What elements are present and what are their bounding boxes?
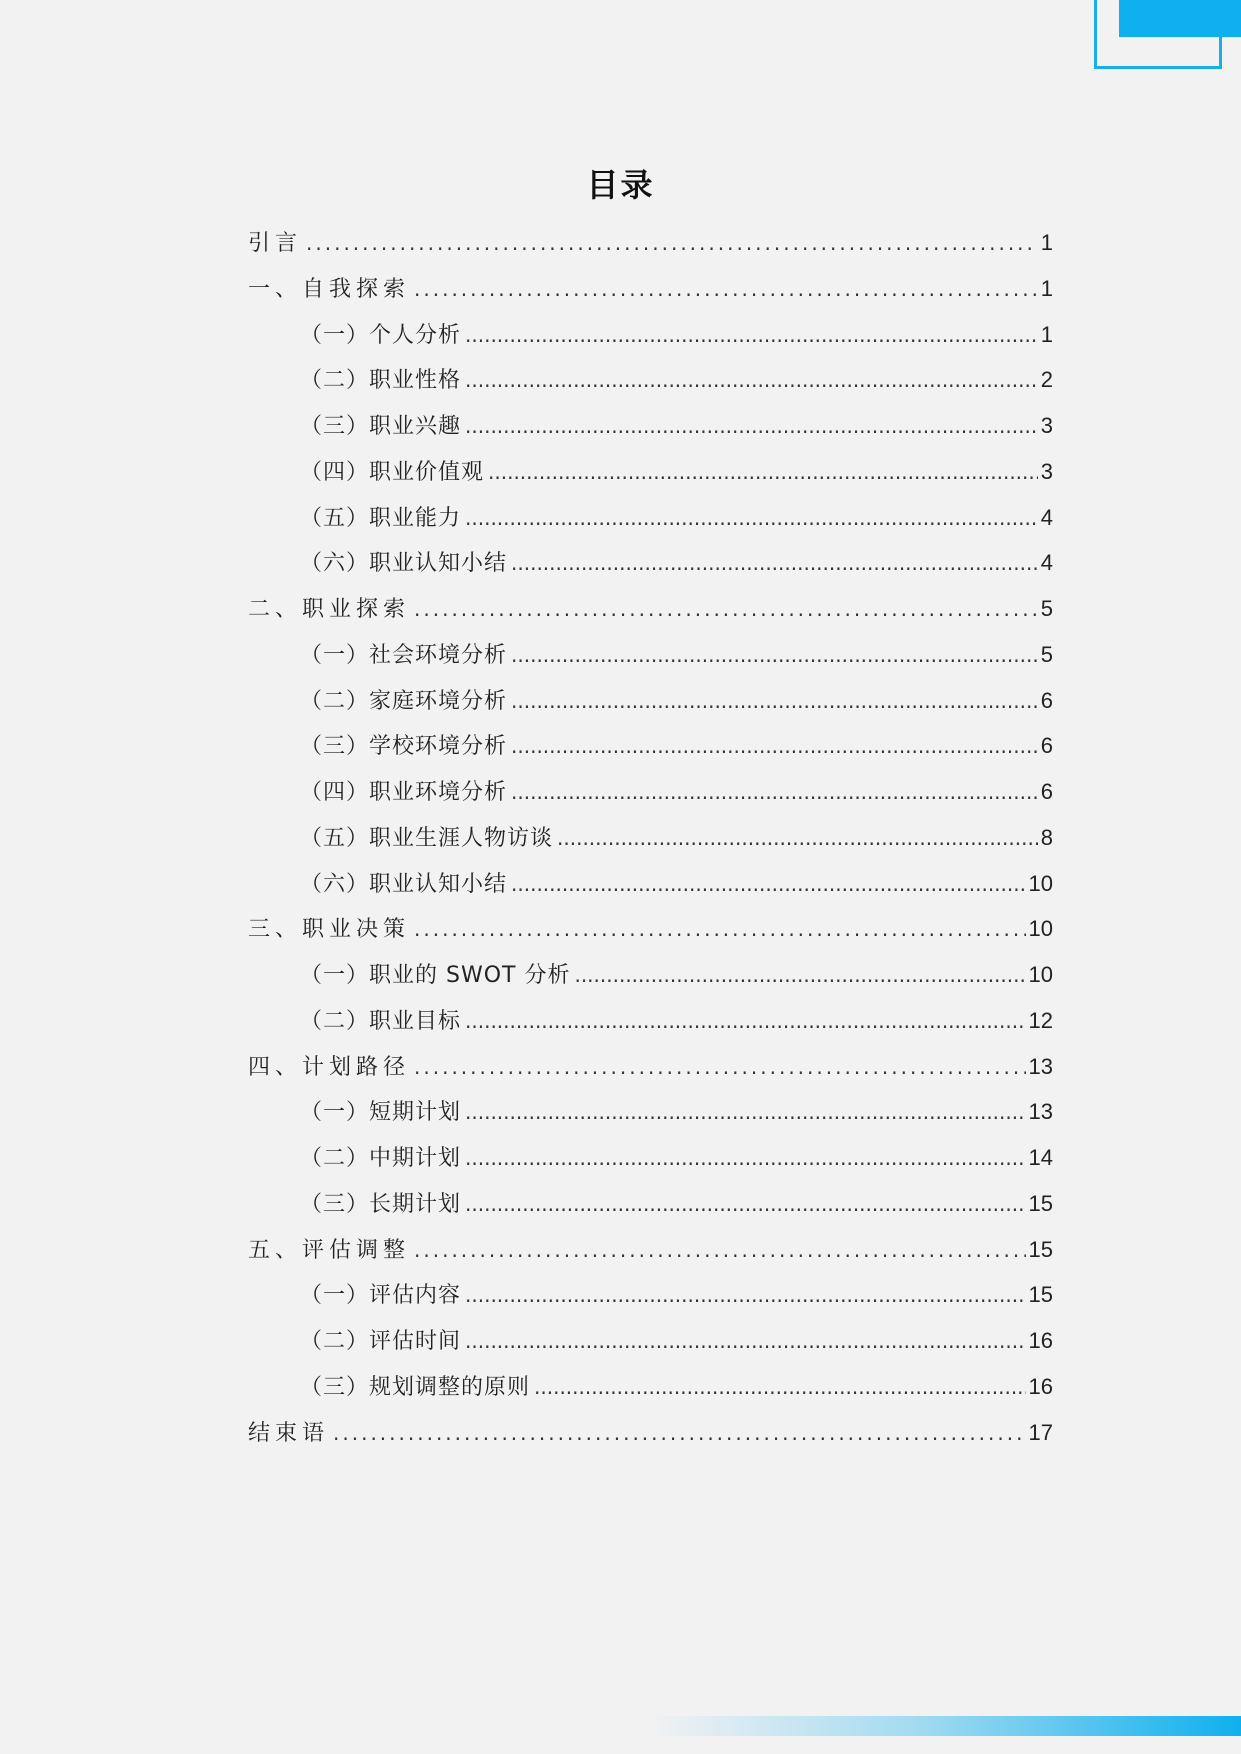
toc-leader-dots (488, 457, 1038, 488)
toc-entry[interactable] (300, 548, 1053, 578)
toc-leader-dots (465, 503, 1038, 534)
toc-entry[interactable] (248, 914, 1053, 944)
toc-entry[interactable] (300, 823, 1053, 853)
toc-entry-label: （三）长期计划 (300, 1191, 462, 1217)
toc-entry[interactable] (300, 960, 1053, 990)
toc-leader-dots (414, 914, 1026, 945)
toc-entry-label: （五）职业能力 (300, 505, 462, 531)
toc-entry-page-number: 8 (1040, 824, 1053, 850)
toc-entry-label: （三）职业兴趣 (300, 414, 462, 439)
toc-leader-dots (511, 869, 1026, 900)
toc-entry-label: 引言 (248, 231, 303, 256)
toc-leader-dots (465, 1189, 1026, 1220)
toc-entry-page-number: 3 (1040, 458, 1053, 484)
toc-entry[interactable] (300, 1143, 1053, 1173)
toc-entry-page-number: 6 (1040, 733, 1053, 759)
toc-entry[interactable] (300, 1006, 1053, 1036)
toc-entry[interactable] (300, 411, 1053, 441)
toc-entry-page-number: 12 (1028, 1007, 1053, 1033)
toc-leader-dots (465, 1280, 1026, 1311)
toc-entry-page-number: 3 (1040, 413, 1053, 438)
toc-entry-page-number: 1 (1040, 321, 1053, 347)
toc-entry[interactable] (248, 228, 1053, 258)
toc-entry-label: （四）职业环境分析 (300, 780, 508, 805)
toc-entry-label: （二）职业性格 (300, 368, 462, 394)
toc-entry[interactable] (300, 320, 1053, 350)
page-title: 目录 (586, 166, 655, 204)
toc-entry-label: 五、评估调整 (248, 1237, 411, 1263)
toc-leader-dots (414, 274, 1038, 305)
toc-entry-page-number: 14 (1028, 1145, 1053, 1170)
toc-entry[interactable] (300, 503, 1053, 533)
toc-entry-label: （四）职业价值观 (300, 459, 485, 485)
toc-leader-dots (465, 1097, 1026, 1128)
toc-leader-dots (414, 594, 1038, 625)
toc-leader-dots (511, 686, 1038, 717)
toc-entry-label: （一）社会环境分析 (300, 642, 508, 668)
toc-entry-page-number: 4 (1040, 504, 1053, 530)
toc-entry[interactable] (300, 731, 1053, 761)
toc-entry-page-number: 15 (1028, 1190, 1053, 1216)
toc-entry-page-number: 13 (1028, 1053, 1053, 1079)
toc-entry-label: （二）家庭环境分析 (300, 688, 508, 714)
toc-entry-label: （一）职业的 SWOT 分析 (300, 963, 571, 988)
toc-entry-page-number: 16 (1028, 1328, 1053, 1353)
toc-entry-page-number: 10 (1028, 962, 1053, 987)
toc-entry-label: 结束语 (248, 1420, 330, 1446)
toc-entry-page-number: 5 (1040, 641, 1053, 667)
toc-entry-label: （二）中期计划 (300, 1146, 462, 1171)
toc-entry[interactable] (248, 274, 1053, 304)
toc-entry[interactable] (248, 1052, 1053, 1082)
toc-entry-page-number: 10 (1028, 916, 1053, 942)
toc-entry-label: （三）规划调整的原则 (300, 1374, 531, 1400)
toc-entry[interactable] (300, 1326, 1053, 1356)
toc-leader-dots (534, 1372, 1026, 1403)
toc-leader-dots (511, 640, 1038, 671)
toc-entry-label: （一）个人分析 (300, 322, 462, 348)
toc-entry[interactable] (300, 1189, 1053, 1219)
toc-entry-page-number: 15 (1028, 1282, 1053, 1308)
toc-entry-label: 四、计划路径 (248, 1054, 411, 1080)
toc-entry[interactable] (300, 1097, 1053, 1127)
toc-leader-dots (306, 228, 1038, 259)
bottom-gradient-bar (650, 1716, 1241, 1736)
toc-entry-page-number: 6 (1040, 779, 1053, 804)
toc-entry-label: （五）职业生涯人物访谈 (300, 825, 554, 851)
toc-entry-page-number: 2 (1040, 367, 1053, 393)
toc-entry[interactable] (248, 1418, 1053, 1448)
toc-entry[interactable] (300, 777, 1053, 807)
toc-entry-page-number: 17 (1028, 1419, 1053, 1445)
toc-entry-page-number: 5 (1040, 596, 1053, 621)
toc-entry-label: （二）评估时间 (300, 1329, 462, 1354)
toc-entry-label: （六）职业认知小结 (300, 551, 508, 577)
toc-entry-label: （一）短期计划 (300, 1100, 462, 1126)
toc-leader-dots (511, 777, 1038, 808)
toc-entry-label: 三、职业决策 (248, 917, 411, 943)
toc-entry[interactable] (300, 365, 1053, 395)
toc-entry[interactable] (300, 869, 1053, 899)
toc-leader-dots (574, 960, 1025, 991)
corner-fill-decoration (1119, 0, 1241, 37)
toc-leader-dots (414, 1052, 1026, 1083)
toc-entry-page-number: 10 (1028, 870, 1053, 896)
toc-leader-dots (465, 365, 1038, 396)
toc-entry[interactable] (300, 1372, 1053, 1402)
toc-leader-dots (465, 411, 1038, 442)
toc-entry-page-number: 4 (1040, 550, 1053, 576)
toc-entry-page-number: 6 (1040, 687, 1053, 713)
toc-entry-page-number: 16 (1028, 1373, 1053, 1399)
toc-entry-label: （三）学校环境分析 (300, 734, 508, 760)
toc-entry-label: （六）职业认知小结 (300, 871, 508, 897)
toc-leader-dots (465, 320, 1038, 351)
toc-entry-label: 一、自我探索 (248, 276, 411, 302)
toc-leader-dots (465, 1143, 1026, 1174)
toc-entry-label: 二、职业探索 (248, 597, 411, 622)
toc-leader-dots (511, 731, 1038, 762)
toc-leader-dots (511, 548, 1038, 579)
toc-leader-dots (333, 1418, 1026, 1449)
toc-leader-dots (465, 1326, 1026, 1357)
toc-entry-page-number: 15 (1028, 1236, 1053, 1262)
toc-entry-page-number: 13 (1028, 1099, 1053, 1125)
toc-entry-label: （一）评估内容 (300, 1283, 462, 1309)
toc-leader-dots (465, 1006, 1026, 1037)
toc-entry[interactable] (300, 686, 1053, 716)
toc-entry[interactable] (248, 594, 1053, 624)
toc-leader-dots (414, 1235, 1026, 1266)
toc-leader-dots (557, 823, 1038, 854)
toc-entry[interactable] (248, 1235, 1053, 1265)
toc-entry[interactable] (300, 640, 1053, 670)
toc-entry[interactable] (300, 1280, 1053, 1310)
toc-entry[interactable] (300, 457, 1053, 487)
toc-entry-page-number: 1 (1040, 230, 1053, 255)
toc-entry-label: （二）职业目标 (300, 1008, 462, 1034)
toc-entry-page-number: 1 (1040, 275, 1053, 301)
